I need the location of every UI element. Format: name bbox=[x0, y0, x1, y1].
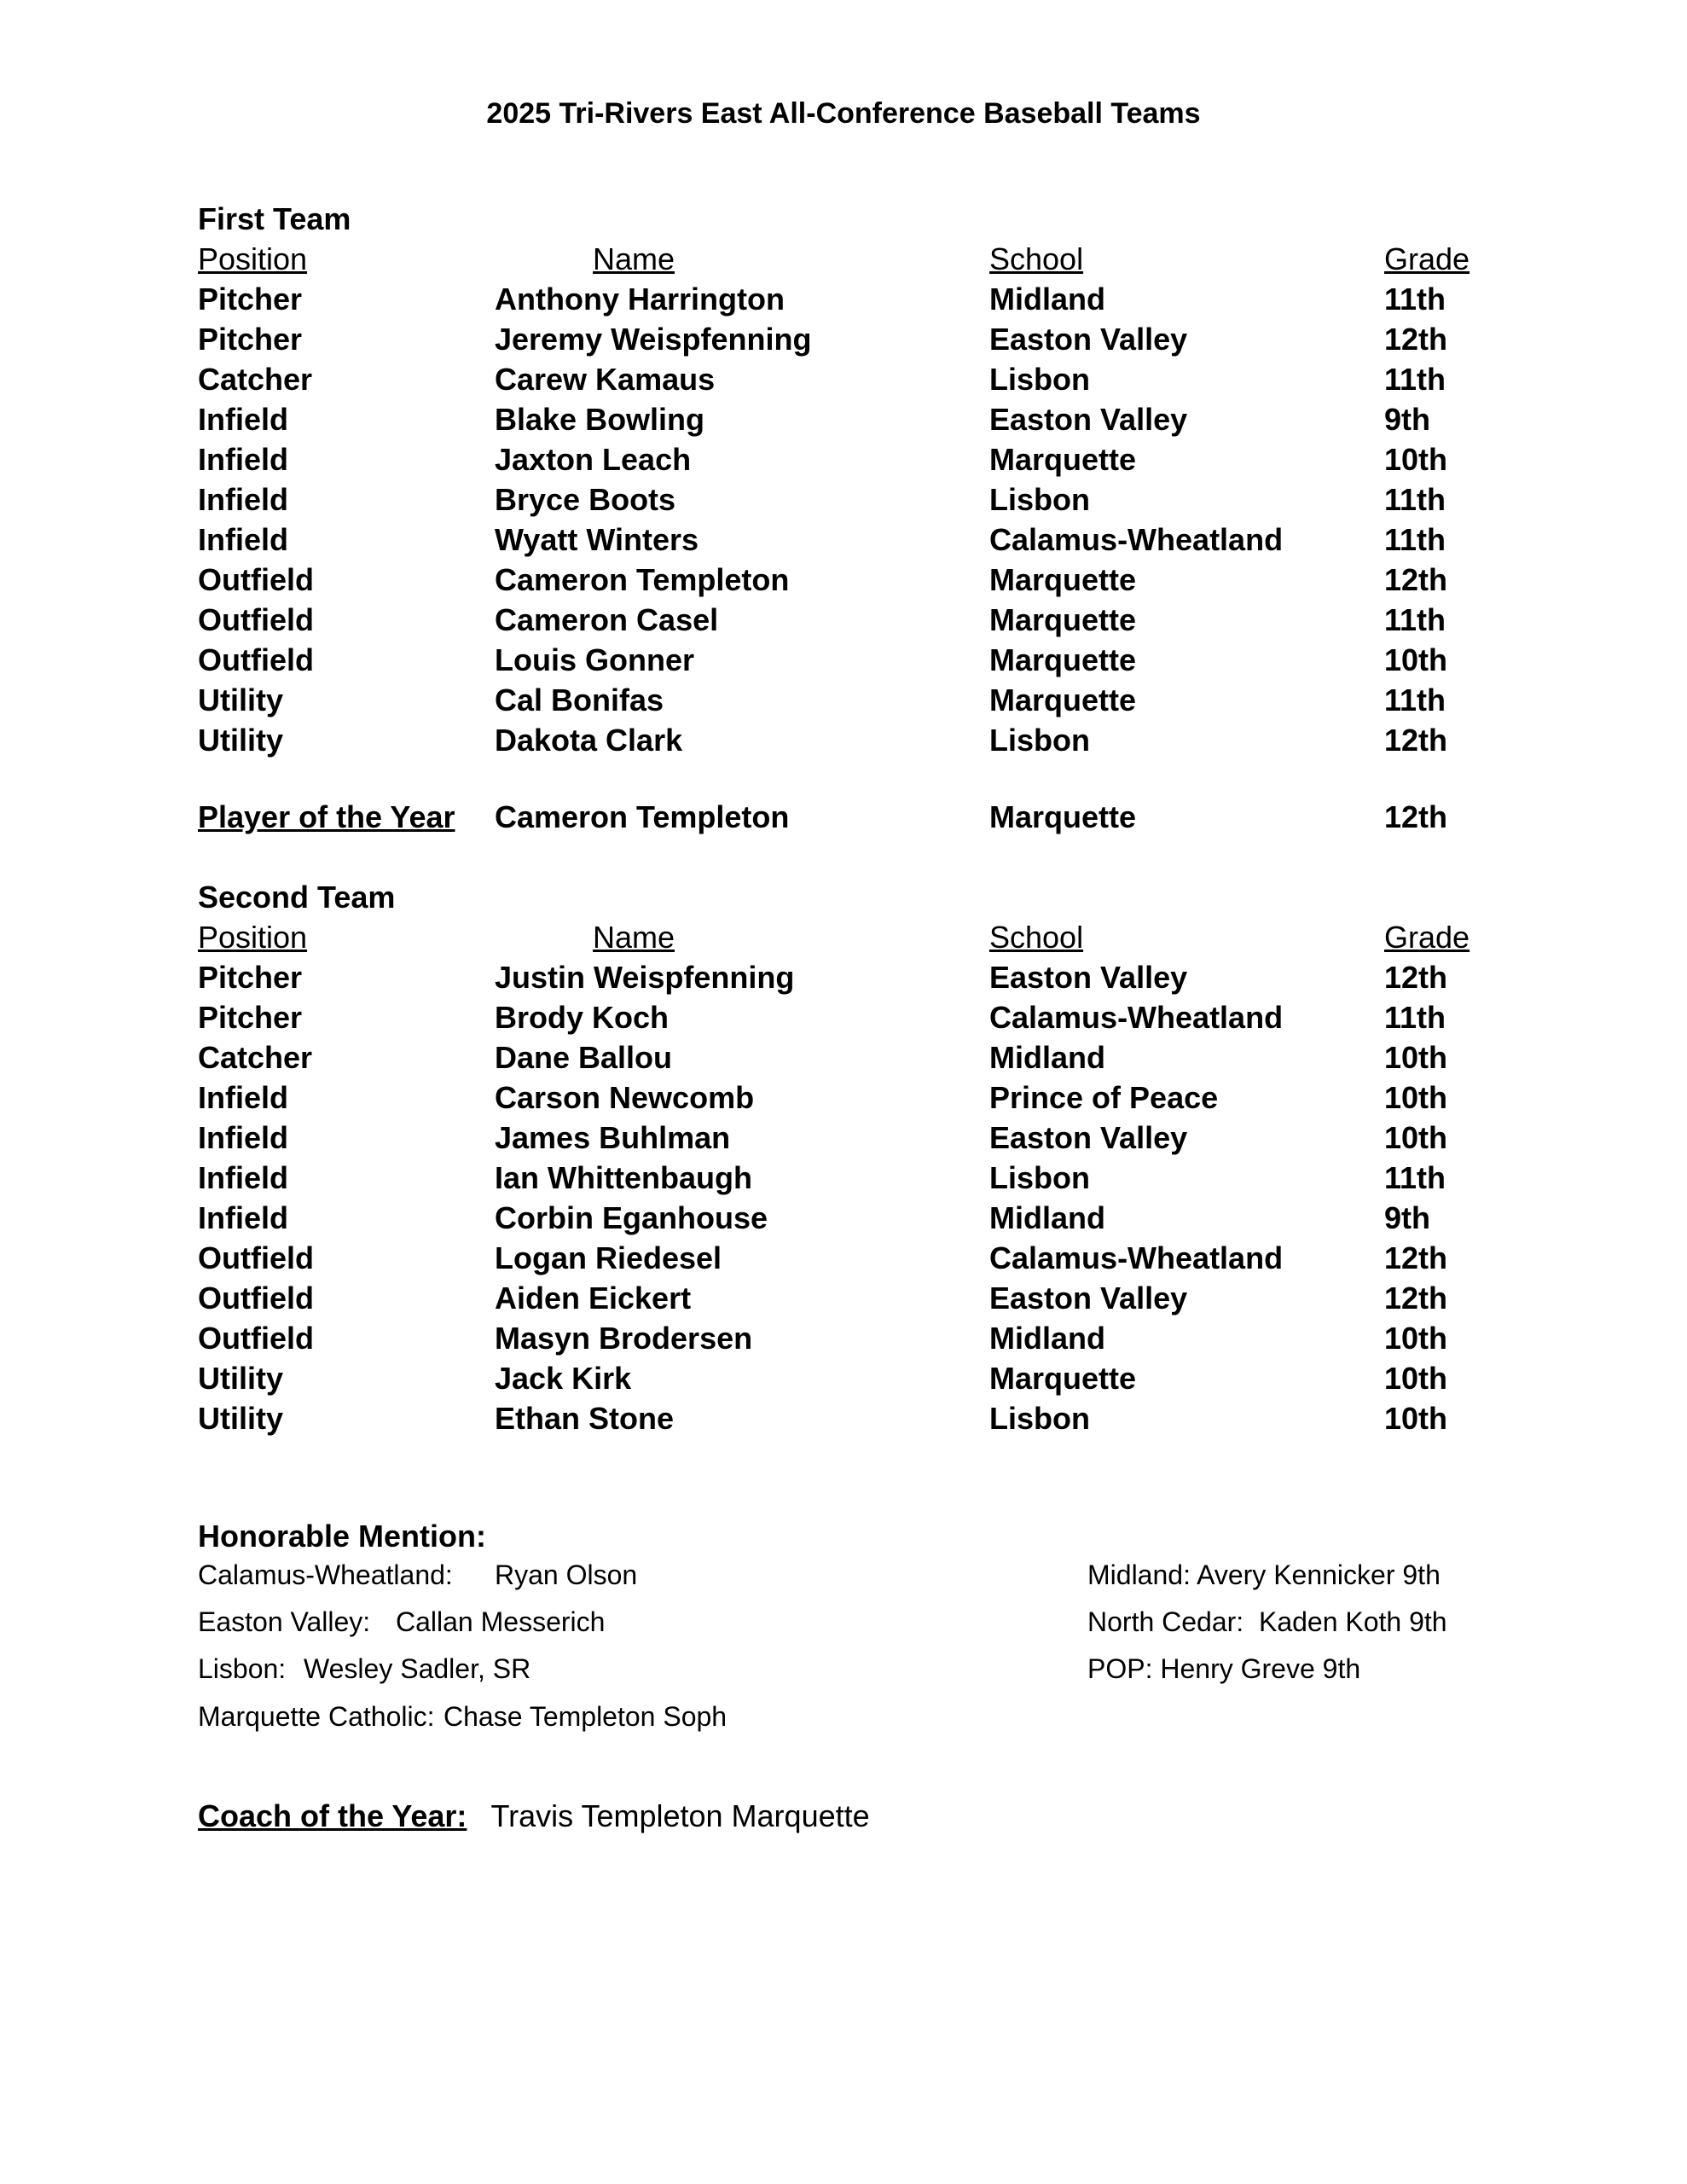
position-cell: Outfield bbox=[198, 1321, 314, 1356]
school-cell: Calamus-Wheatland bbox=[989, 522, 1284, 557]
table-row bbox=[0, 402, 1687, 441]
school-cell: Easton Valley bbox=[989, 402, 1188, 437]
position-cell: Infield bbox=[198, 402, 288, 437]
name-cell: Aiden Eickert bbox=[495, 1281, 692, 1316]
position-cell: Outfield bbox=[198, 642, 314, 677]
table-row bbox=[0, 482, 1687, 521]
school-cell: Marquette bbox=[989, 562, 1137, 597]
table-row bbox=[0, 1361, 1687, 1400]
name-cell: Justin Weispfenning bbox=[495, 960, 795, 995]
position-cell: Outfield bbox=[198, 1240, 314, 1275]
position-cell: Pitcher bbox=[198, 282, 303, 317]
school-cell: Easton Valley bbox=[989, 1281, 1188, 1316]
school-cell: Lisbon bbox=[989, 1160, 1090, 1195]
name-cell: Cameron Casel bbox=[495, 602, 719, 637]
hm-school: Calamus-Wheatland: bbox=[198, 1560, 453, 1590]
name-cell: Jack Kirk bbox=[495, 1361, 632, 1396]
name-cell: Jaxton Leach bbox=[495, 442, 692, 477]
player-of-year-name: Cameron Templeton bbox=[495, 799, 790, 834]
school-cell: Calamus-Wheatland bbox=[989, 1000, 1284, 1035]
grade-cell: 11th bbox=[1384, 682, 1446, 717]
table-row bbox=[0, 1000, 1687, 1039]
school-cell: Lisbon bbox=[989, 723, 1090, 758]
coach-of-year-label: Coach of the Year: bbox=[198, 1798, 467, 1833]
name-cell: Dakota Clark bbox=[495, 723, 683, 758]
table-row bbox=[0, 1281, 1687, 1320]
school-cell: Easton Valley bbox=[989, 1120, 1188, 1155]
table-row bbox=[0, 562, 1687, 601]
player-of-year-label: Player of the Year bbox=[198, 799, 455, 834]
grade-cell: 11th bbox=[1384, 482, 1446, 517]
table-row bbox=[0, 1080, 1687, 1119]
grade-cell: 12th bbox=[1384, 562, 1448, 597]
hm-player: Wesley Sadler, SR bbox=[304, 1653, 531, 1684]
grade-cell: 10th bbox=[1384, 1120, 1448, 1155]
position-cell: Infield bbox=[198, 1080, 288, 1115]
school-cell: Marquette bbox=[989, 442, 1137, 477]
school-cell: Marquette bbox=[989, 642, 1137, 677]
table-row bbox=[0, 1040, 1687, 1079]
table-row bbox=[0, 362, 1687, 401]
school-cell: Midland bbox=[989, 1200, 1105, 1235]
school-cell: Midland bbox=[989, 1040, 1105, 1075]
table-row bbox=[0, 442, 1687, 481]
table-row bbox=[0, 1401, 1687, 1440]
position-header: Position bbox=[198, 241, 308, 276]
hm-player: Callan Messerich bbox=[396, 1606, 606, 1637]
name-cell: Corbin Eganhouse bbox=[495, 1200, 768, 1235]
school-cell: Midland bbox=[989, 282, 1105, 317]
position-cell: Infield bbox=[198, 1200, 288, 1235]
player-of-year-row bbox=[0, 799, 1687, 839]
school-header: School bbox=[989, 241, 1084, 276]
grade-cell: 10th bbox=[1384, 1040, 1448, 1075]
grade-cell: 10th bbox=[1384, 1080, 1448, 1115]
name-cell: Louis Gonner bbox=[495, 642, 694, 677]
position-cell: Utility bbox=[198, 723, 284, 758]
hm-school: Lisbon: bbox=[198, 1653, 287, 1684]
hm-right-entry: North Cedar: Kaden Koth 9th bbox=[1087, 1606, 1447, 1637]
table-row bbox=[0, 723, 1687, 762]
school-cell: Marquette bbox=[989, 682, 1137, 717]
name-cell: Ian Whittenbaugh bbox=[495, 1160, 752, 1195]
school-cell: Marquette bbox=[989, 602, 1137, 637]
school-cell: Marquette bbox=[989, 1361, 1137, 1396]
table-row bbox=[0, 682, 1687, 722]
hm-right-entry: POP: Henry Greve 9th bbox=[1087, 1653, 1361, 1684]
grade-cell: 10th bbox=[1384, 1361, 1448, 1396]
table-row bbox=[0, 960, 1687, 999]
hm-right-entry: Midland: Avery Kennicker 9th bbox=[1087, 1560, 1441, 1590]
position-cell: Infield bbox=[198, 1120, 288, 1155]
name-cell: Cal Bonifas bbox=[495, 682, 664, 717]
position-cell: Infield bbox=[198, 522, 288, 557]
name-cell: Wyatt Winters bbox=[495, 522, 699, 557]
position-cell: Outfield bbox=[198, 602, 314, 637]
name-cell: Bryce Boots bbox=[495, 482, 676, 517]
table-row bbox=[0, 1120, 1687, 1159]
name-cell: Ethan Stone bbox=[495, 1401, 675, 1436]
grade-cell: 12th bbox=[1384, 322, 1448, 357]
position-cell: Infield bbox=[198, 482, 288, 517]
name-cell: Carew Kamaus bbox=[495, 362, 716, 397]
name-header: Name bbox=[593, 920, 675, 955]
position-cell: Pitcher bbox=[198, 1000, 303, 1035]
first-team-heading: First Team bbox=[198, 201, 351, 236]
hm-school: Marquette Catholic: bbox=[198, 1701, 435, 1732]
table-row bbox=[0, 642, 1687, 682]
name-cell: Carson Newcomb bbox=[495, 1080, 755, 1115]
table-row bbox=[0, 282, 1687, 321]
honorable-mention-heading: Honorable Mention: bbox=[198, 1519, 486, 1554]
grade-cell: 10th bbox=[1384, 1401, 1448, 1436]
position-cell: Utility bbox=[198, 1401, 284, 1436]
school-cell: Easton Valley bbox=[989, 322, 1188, 357]
name-cell: James Buhlman bbox=[495, 1120, 731, 1155]
grade-cell: 11th bbox=[1384, 282, 1446, 317]
grade-cell: 12th bbox=[1384, 1281, 1448, 1316]
table-row bbox=[0, 1200, 1687, 1240]
position-cell: Catcher bbox=[198, 1040, 313, 1075]
school-cell: Lisbon bbox=[989, 482, 1090, 517]
hm-player: Chase Templeton Soph bbox=[443, 1701, 728, 1732]
table-row bbox=[0, 602, 1687, 642]
grade-header: Grade bbox=[1384, 920, 1470, 955]
grade-cell: 10th bbox=[1384, 442, 1448, 477]
school-cell: Lisbon bbox=[989, 1401, 1090, 1436]
position-cell: Outfield bbox=[198, 562, 314, 597]
grade-cell: 10th bbox=[1384, 1321, 1448, 1356]
table-row bbox=[0, 322, 1687, 361]
name-cell: Jeremy Weispfenning bbox=[495, 322, 812, 357]
grade-header: Grade bbox=[1384, 241, 1470, 276]
second-team-heading: Second Team bbox=[198, 880, 396, 915]
name-cell: Anthony Harrington bbox=[495, 282, 785, 317]
position-cell: Utility bbox=[198, 682, 284, 717]
position-cell: Utility bbox=[198, 1361, 284, 1396]
player-of-year-grade: 12th bbox=[1384, 799, 1448, 834]
grade-cell: 11th bbox=[1384, 1160, 1446, 1195]
page-title: 2025 Tri-Rivers East All-Conference Baseball Teams bbox=[486, 97, 1201, 130]
name-cell: Logan Riedesel bbox=[495, 1240, 722, 1275]
school-cell: Midland bbox=[989, 1321, 1105, 1356]
position-cell: Pitcher bbox=[198, 960, 303, 995]
grade-cell: 11th bbox=[1384, 522, 1446, 557]
table-row bbox=[0, 1321, 1687, 1360]
school-cell: Calamus-Wheatland bbox=[989, 1240, 1284, 1275]
coach-of-year-value: Travis Templeton Marquette bbox=[490, 1798, 870, 1833]
hm-school: Easton Valley: bbox=[198, 1606, 371, 1637]
position-cell: Outfield bbox=[198, 1281, 314, 1316]
position-header: Position bbox=[198, 920, 308, 955]
grade-cell: 9th bbox=[1384, 1200, 1430, 1235]
name-cell: Blake Bowling bbox=[495, 402, 705, 437]
position-cell: Infield bbox=[198, 442, 288, 477]
school-cell: Easton Valley bbox=[989, 960, 1188, 995]
second-team-header-row bbox=[0, 920, 1687, 959]
name-header: Name bbox=[593, 241, 675, 276]
grade-cell: 12th bbox=[1384, 960, 1448, 995]
table-row bbox=[0, 522, 1687, 561]
coach-of-year-line bbox=[198, 1798, 870, 1834]
school-header: School bbox=[989, 920, 1084, 955]
table-row bbox=[0, 1160, 1687, 1199]
name-cell: Dane Ballou bbox=[495, 1040, 673, 1075]
grade-cell: 11th bbox=[1384, 362, 1446, 397]
player-of-year-school: Marquette bbox=[989, 799, 1137, 834]
school-cell: Lisbon bbox=[989, 362, 1090, 397]
hm-player: Ryan Olson bbox=[495, 1560, 638, 1590]
school-cell: Prince of Peace bbox=[989, 1080, 1219, 1115]
position-cell: Infield bbox=[198, 1160, 288, 1195]
name-cell: Cameron Templeton bbox=[495, 562, 790, 597]
grade-cell: 10th bbox=[1384, 642, 1448, 677]
grade-cell: 12th bbox=[1384, 1240, 1448, 1275]
grade-cell: 11th bbox=[1384, 1000, 1446, 1035]
position-cell: Catcher bbox=[198, 362, 313, 397]
grade-cell: 9th bbox=[1384, 402, 1430, 437]
name-cell: Brody Koch bbox=[495, 1000, 670, 1035]
table-row bbox=[0, 1240, 1687, 1280]
name-cell: Masyn Brodersen bbox=[495, 1321, 753, 1356]
grade-cell: 12th bbox=[1384, 723, 1448, 758]
grade-cell: 11th bbox=[1384, 602, 1446, 637]
first-team-header-row bbox=[0, 241, 1687, 281]
position-cell: Pitcher bbox=[198, 322, 303, 357]
